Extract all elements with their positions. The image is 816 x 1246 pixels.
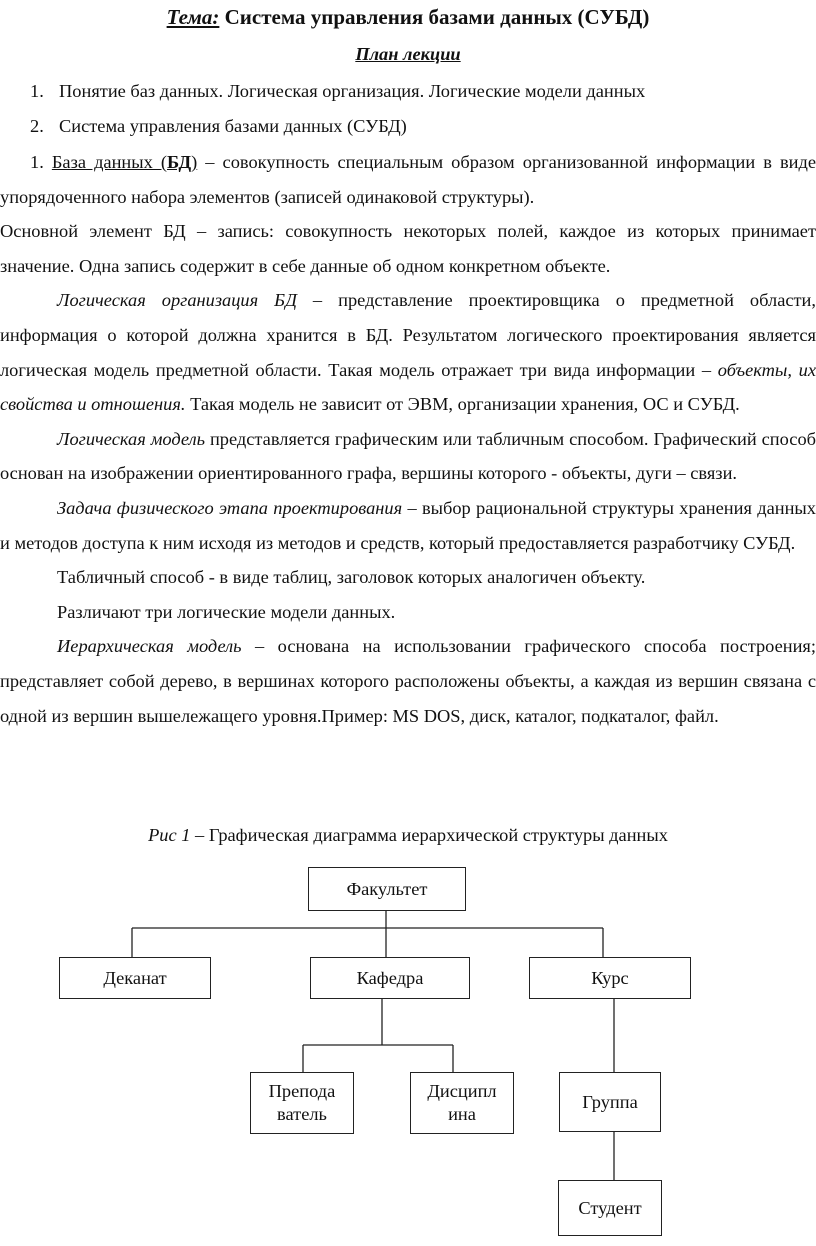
paragraph-physical-design: Задача физического этапа проектирования – выбор рациональной структуры хранения данных и методов доступа к ним исходя из методов и средств, который предоставляется разработчику СУБД. <box>0 497 816 553</box>
node-deanery: Деканат <box>59 957 211 999</box>
paragraph-table-method: Табличный способ - в виде таблиц, заголовок которых аналогичен объекту. <box>57 567 646 588</box>
lecture-plan-heading: План лекции <box>355 44 461 64</box>
paragraph-logical-organization: Логическая организация БД – представление проектировщика о предметной области, информация о которой должна хранится в БД. Результатом логического проектирования является логическая модель предметной области. Такая модель отражает три вида информации – объекты, их свойства и отношения. Такая модель не зависит от ЭВМ, организации хранения, ОС и СУБД. <box>0 290 816 415</box>
paragraph-hierarchical-model: Иерархическая модель – основана на использовании графического способа построения; представляет собой дерево, в вершинах которого расположены объекты, а каждая из вершин связана с одной из вершин вышележащего уровня.Пример: MS DOS, диск, каталог, подкаталог, файл. <box>0 636 816 726</box>
node-group: Группа <box>559 1072 661 1132</box>
node-faculty: Факультет <box>308 867 466 911</box>
paragraph-database-definition: 1. База данных (БД) – совокупность специальным образом организованной информации в виде упорядоченного набора элементов (записей одинаковой структуры). <box>0 152 816 207</box>
title-text: Система управления базами данных (СУБД) <box>219 5 650 29</box>
plan-item: 2. Система управления базами данных (СУБД) <box>30 116 407 136</box>
node-teacher: Препода ватель <box>250 1072 354 1134</box>
plan-item: 1. Понятие баз данных. Логическая организация. Логические модели данных <box>30 81 646 101</box>
paragraph-record: Основной элемент БД – запись: совокупность некоторых полей, каждое из которых принимает значение. Одна запись содержит в себе данные об одном конкретном объекте. <box>0 221 816 276</box>
figure-caption: Рис 1 – Графическая диаграмма иерархической структуры данных <box>148 825 668 845</box>
title-label: Тема: <box>166 5 220 29</box>
paragraph-three-models: Различают три логические модели данных. <box>57 601 396 622</box>
node-course: Курс <box>529 957 691 999</box>
paragraph-logical-model: Логическая модель представляется графическим или табличным способом. Графический способ основан на изображении ориентированного графа, вершины которого - объекты, дуги – связи. <box>0 428 816 484</box>
node-department: Кафедра <box>310 957 470 999</box>
node-student: Студент <box>558 1180 662 1236</box>
node-discipline: Дисципл ина <box>410 1072 514 1134</box>
